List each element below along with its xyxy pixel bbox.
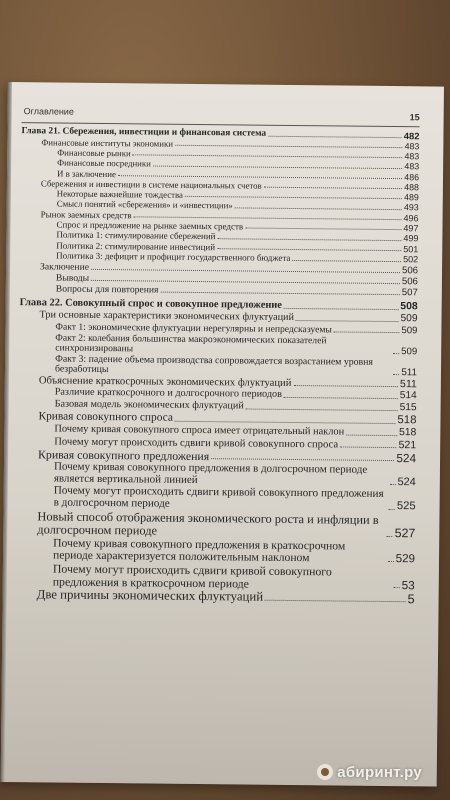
toc-entry-title: Глава 22. Совокупный спрос и совокупное предложение	[19, 297, 283, 311]
dot-leader	[389, 484, 395, 485]
dot-leader	[160, 291, 399, 295]
toc-entry-page: 529	[395, 552, 416, 566]
toc-entry-title: Некоторые важнейшие тождества	[56, 188, 183, 200]
dot-leader	[387, 536, 393, 537]
toc-entry-title: Смысл понятий «сбережения» и «инвестиции»	[56, 198, 233, 211]
toc-entry-page: 507	[401, 286, 418, 299]
toc-entry-title: Политика 3: дефицит и профицит государственного бюджета	[56, 250, 291, 264]
book-page	[1, 82, 444, 787]
toc-entry-page: 499	[403, 233, 419, 244]
dot-leader	[185, 196, 402, 199]
toc-entry-page: 524	[396, 450, 417, 466]
toc-entry-title: Спрос и предложение на рынке заемных средств	[56, 219, 244, 232]
dot-leader	[265, 600, 405, 602]
toc-entry-page: 518	[397, 413, 417, 427]
dot-leader	[153, 165, 403, 169]
toc-entry-title: Финансовые институты экономики	[41, 137, 174, 149]
toc-entry-page: 506	[401, 264, 419, 277]
toc-entry-page: 524	[397, 475, 416, 488]
toc-entry-title: Сбережения и инвестиции в системе национальных счетов	[40, 178, 262, 191]
toc-entry	[19, 354, 417, 379]
dot-leader	[118, 175, 402, 179]
table-of-contents	[17, 127, 420, 605]
page-content	[15, 106, 420, 786]
toc-entry-title: Почему могут происходить сдвиги кривой совокупного предложения в краткосрочном периоде	[52, 561, 332, 591]
toc-entry-title: Политика 2: стимулирование инвестиций	[56, 240, 216, 253]
toc-entry-page: 483	[404, 151, 420, 162]
toc-entry-page: 511	[401, 367, 418, 379]
toc-entry-title: Новый способ отображения экономического роста и инфляции в долгосрочном периоде	[37, 509, 379, 538]
toc-entry-page: 53	[401, 577, 415, 592]
toc-entry-page: 509	[400, 312, 418, 325]
dot-leader	[346, 434, 397, 436]
toc-entry-title: Почему кривая совокупного предложения в краткосрочном периоде характеризуется положительным наклоном	[52, 536, 346, 565]
watermark-text: абиринт.ру	[337, 764, 422, 781]
dot-leader	[211, 458, 394, 461]
toc-entry-title: Факт 2: колебания большинства макроэкономических показателей синхронизированы	[55, 332, 327, 354]
toc-entry-title: Выводы	[55, 272, 90, 284]
toc-entry	[17, 510, 415, 540]
dot-leader	[91, 269, 400, 273]
dot-leader	[217, 248, 401, 251]
toc-entry-title: Кривая совокупного спроса	[38, 410, 174, 424]
dot-leader	[393, 374, 399, 375]
toc-entry-page: 509	[401, 345, 418, 357]
toc-entry-page: 525	[396, 500, 416, 513]
dot-leader	[340, 446, 396, 448]
toc-entry-title: Почему кривая совокупного спроса имеет отрицательный наклон	[54, 423, 345, 438]
toc-entry-title: И в заключение	[56, 168, 116, 179]
toc-entry-title: Заключение	[40, 261, 90, 273]
toc-entry-title: Объяснение краткосрочных экономических флуктуаций	[38, 375, 292, 390]
dot-leader	[264, 187, 403, 189]
running-head	[22, 106, 420, 124]
toc-entry-title: Базовая модель экономических флуктуаций	[54, 398, 244, 412]
toc-entry-title: Почему могут происходить сдвиги кривой совокупного предложения в долгосрочном периоде	[53, 484, 384, 510]
dot-leader	[91, 280, 400, 284]
dot-leader	[393, 353, 399, 354]
toc-entry-title: Почему кривая совокупного предложения в долгосрочном периоде является вертикальной линией	[53, 460, 368, 486]
toc-entry-title: Почему могут происходить сдвиги кривой совокупного спроса	[54, 436, 339, 451]
toc-entry-title: Факт 1: экономические флуктуации нерегулярны и непредсказуемы	[55, 321, 332, 335]
toc-entry-page: 506	[401, 275, 418, 288]
toc-entry-page: 496	[403, 212, 419, 223]
toc-entry-title: Две причины экономических флуктуаций	[36, 587, 264, 604]
toc-entry-title: Кривая совокупного предложения	[38, 447, 210, 463]
toc-entry-page: 515	[399, 402, 417, 414]
toc-entry-title: Различие краткосрочного и долгосрочного периодов	[54, 386, 282, 401]
watermark	[317, 764, 422, 781]
toc-entry-page: 518	[398, 426, 417, 439]
dot-leader	[245, 228, 401, 231]
dot-leader	[292, 260, 401, 262]
toc-entry-title: Факт 3: падение объема производства сопровождается возрастанием уровня безработицы	[54, 353, 373, 376]
page-number: 15	[409, 112, 420, 123]
dot-leader	[134, 216, 402, 220]
labirint-logo-icon	[317, 764, 333, 780]
toc-entry-page: 483	[404, 141, 420, 152]
toc-entry-page: 5	[407, 591, 415, 607]
toc-entry-page: 501	[403, 243, 419, 255]
dot-leader	[235, 207, 402, 210]
toc-entry-title: Три основные характеристики экономических флуктуаций	[39, 309, 295, 323]
dot-leader	[293, 385, 398, 387]
dot-leader	[268, 136, 402, 138]
toc-entry-page: 483	[404, 161, 420, 172]
dot-leader	[388, 561, 394, 562]
toc-entry-page: 527	[394, 525, 416, 541]
toc-entry-page: 493	[403, 202, 419, 213]
dot-leader	[246, 408, 398, 411]
toc-entry-page: 489	[404, 192, 419, 203]
dot-leader	[334, 331, 400, 333]
toc-entry-page: 497	[403, 223, 419, 234]
toc-entry-title: Политика 1: стимулирование сбережений	[56, 229, 216, 242]
dot-leader	[175, 145, 403, 148]
toc-entry-page: 514	[399, 390, 417, 402]
toc-entry-page: 508	[400, 301, 418, 313]
toc-entry-title: Финансовые посредники	[57, 157, 151, 169]
toc-entry	[17, 588, 415, 606]
dot-leader	[175, 421, 396, 424]
toc-entry-page: 511	[399, 378, 417, 391]
toc-entry-title: Финансовые рынки	[57, 147, 131, 159]
toc-entry-title: Вопросы для повторения	[55, 283, 159, 296]
toc-entry-page: 521	[398, 438, 417, 451]
toc-entry-title: Рынок заемных средств	[40, 208, 132, 220]
dot-leader	[394, 587, 400, 588]
dot-leader	[284, 308, 398, 310]
dot-leader	[296, 320, 399, 322]
running-title: Оглавление	[23, 106, 74, 117]
dot-leader	[217, 238, 401, 241]
dot-leader	[284, 397, 398, 399]
toc-entry-page: 488	[404, 181, 419, 193]
dot-leader	[389, 509, 395, 510]
toc-entry-title: Глава 21. Сбережения, инвестиции и финансовая система	[21, 126, 267, 139]
toc-entry-page: 509	[401, 324, 418, 336]
toc-entry-page: 502	[403, 254, 419, 265]
toc-entry-page: 482	[403, 130, 420, 142]
toc-entry-page: 486	[404, 171, 420, 182]
dot-leader	[133, 155, 403, 159]
